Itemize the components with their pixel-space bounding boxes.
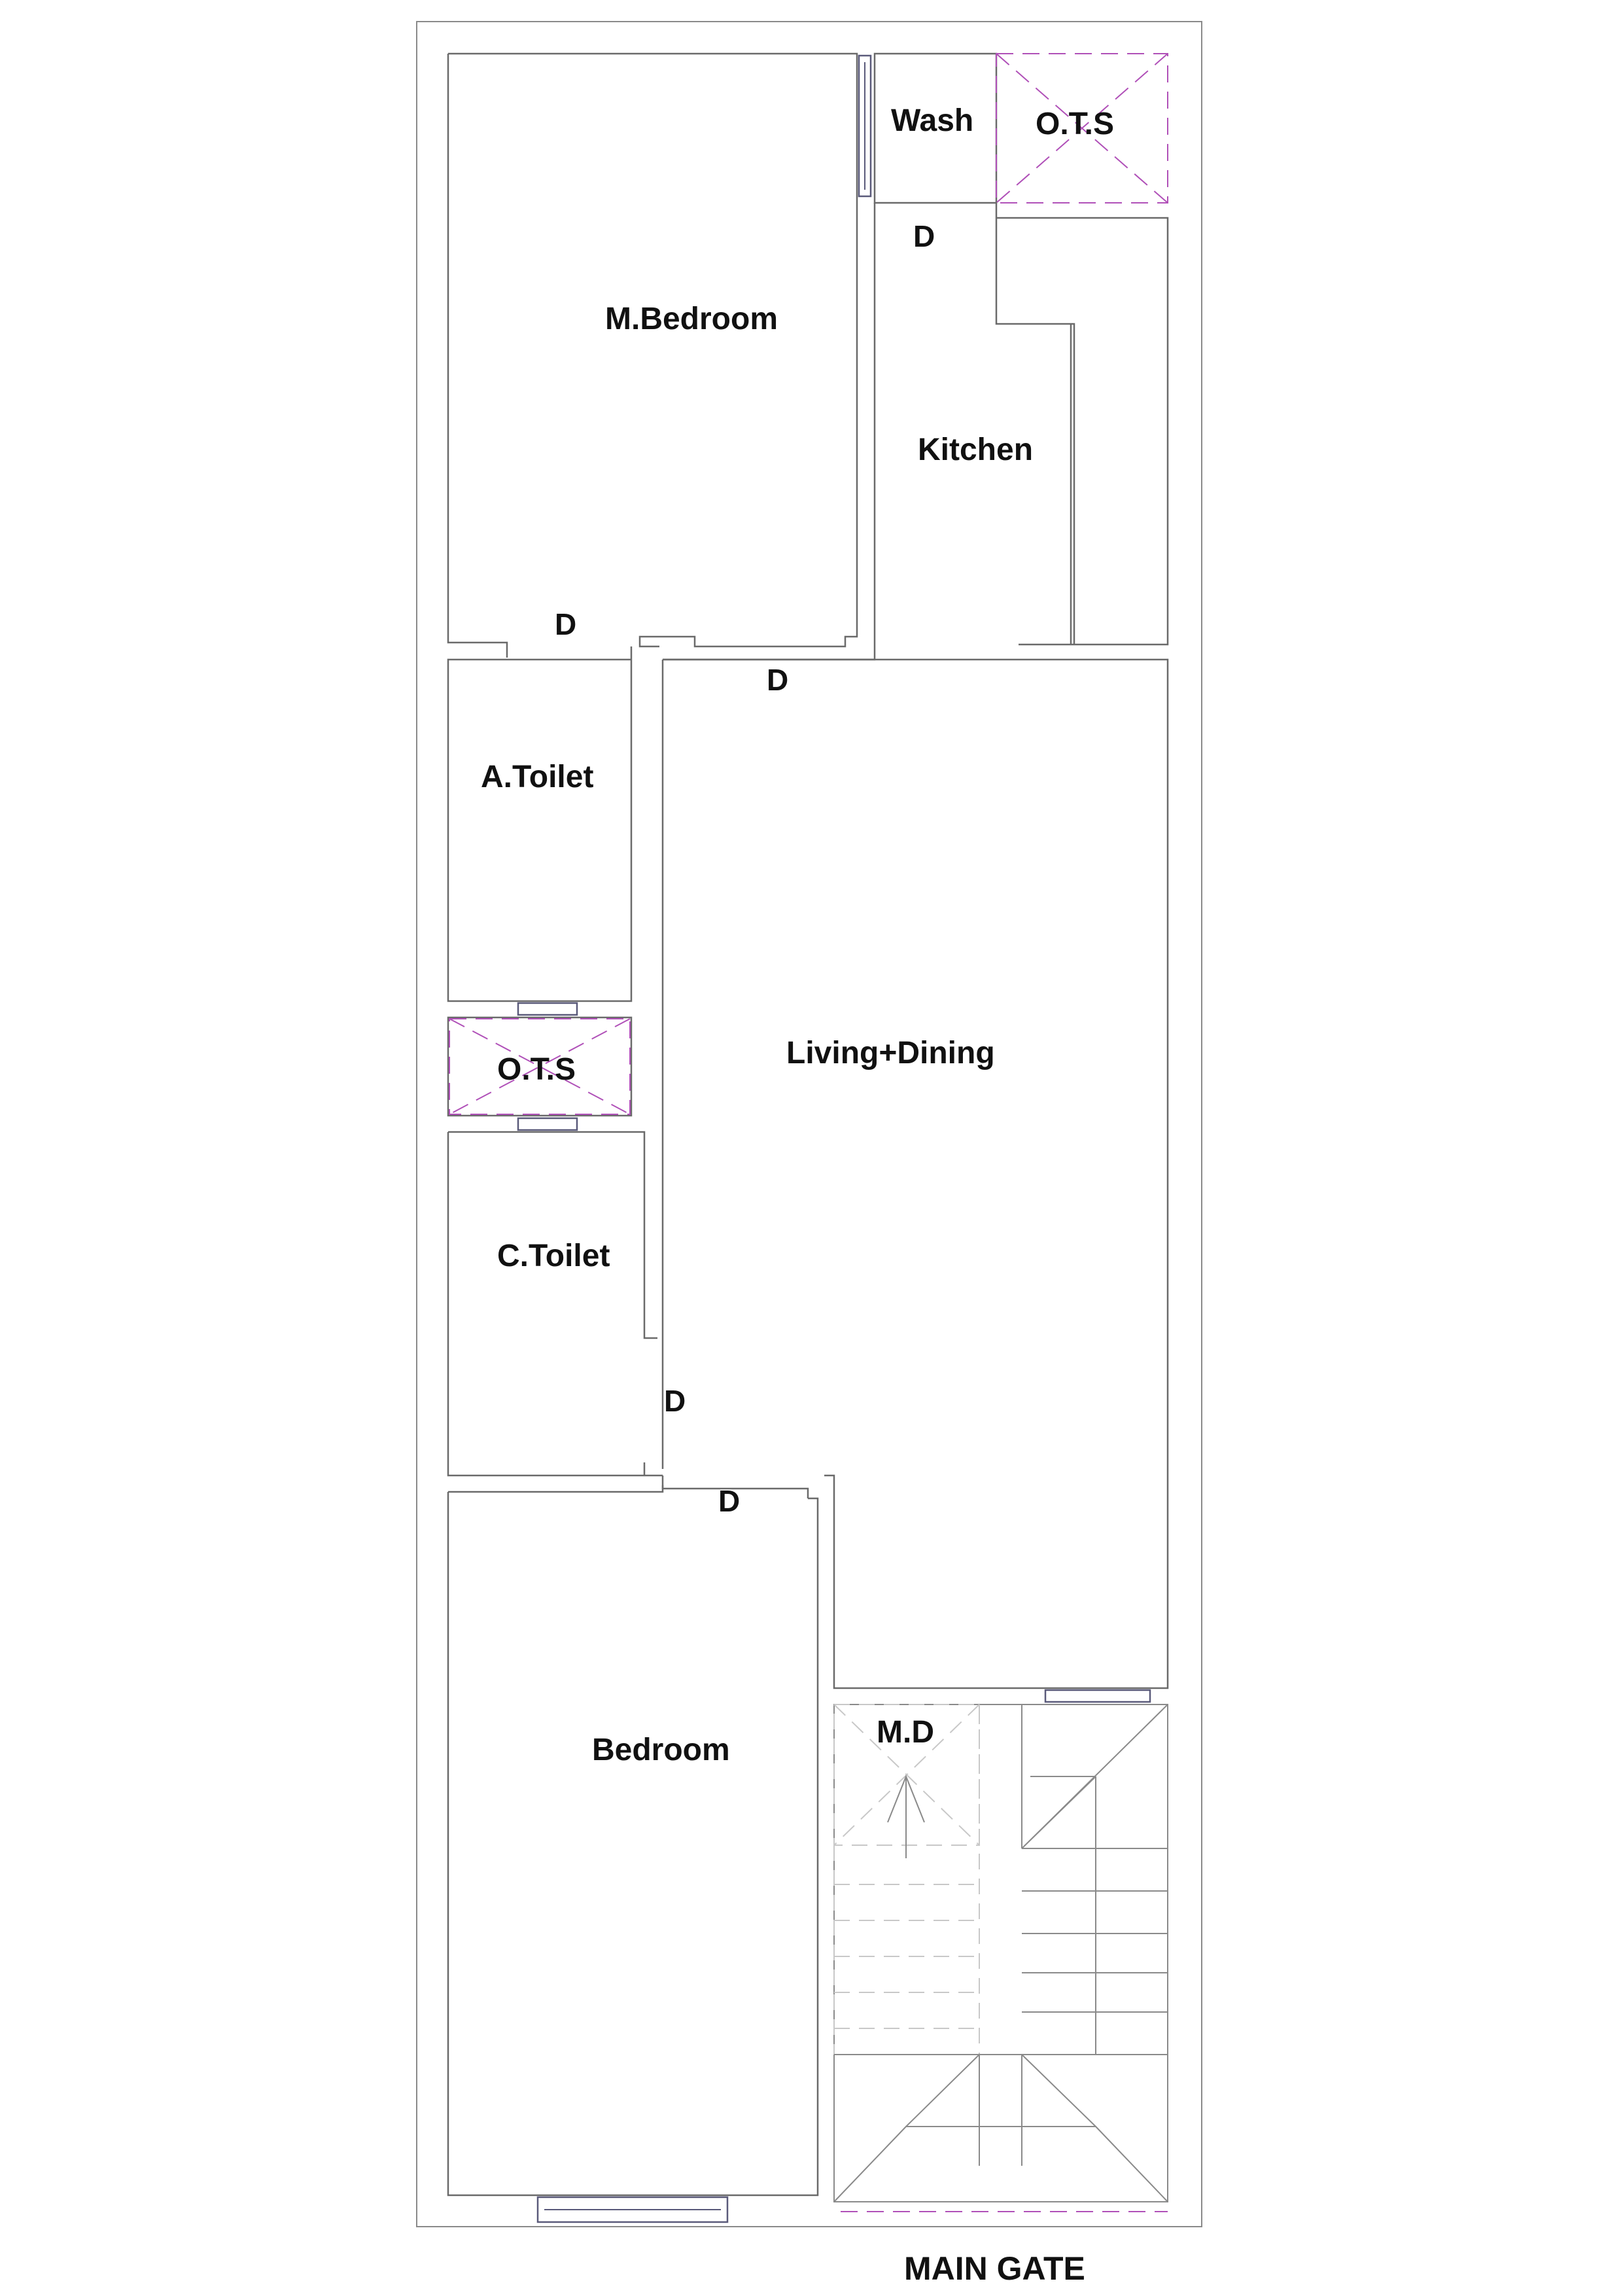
- wash-door-label: D: [913, 219, 935, 253]
- living-door-label: D: [767, 663, 789, 697]
- bedroom-label: Bedroom: [592, 1733, 730, 1767]
- living-window: [1045, 1690, 1150, 1702]
- living-dining-label: Living+Dining: [786, 1036, 995, 1070]
- common-toilet-walls: [448, 1132, 663, 1475]
- atoilet-vent: [518, 1003, 577, 1015]
- stair-lower-landing: [834, 2055, 1168, 2202]
- ots-top-label: O.T.S: [1036, 107, 1115, 141]
- master-bedroom-label: M.Bedroom: [605, 302, 778, 336]
- attached-toilet-label: A.Toilet: [481, 760, 594, 794]
- ots-middle-label: O.T.S: [497, 1052, 576, 1087]
- bedroom-walls: [448, 1485, 818, 2195]
- ctoilet-vent: [518, 1118, 577, 1130]
- ctoilet-door-label: D: [664, 1384, 686, 1418]
- living-dining-walls: [663, 660, 1168, 1688]
- common-toilet-label: C.Toilet: [497, 1239, 610, 1273]
- stair-upper-flight: [1022, 1704, 1168, 2055]
- main-gate-label: MAIN GATE: [904, 2250, 1085, 2287]
- mbedroom-door-label: D: [555, 607, 577, 641]
- wash-label: Wash: [891, 103, 974, 138]
- main-door-label: M.D: [877, 1715, 934, 1750]
- bedroom-door-label: D: [718, 1484, 741, 1518]
- kitchen-walls: [663, 203, 1168, 660]
- kitchen-label: Kitchen: [918, 433, 1034, 467]
- master-bedroom-walls: [448, 54, 857, 658]
